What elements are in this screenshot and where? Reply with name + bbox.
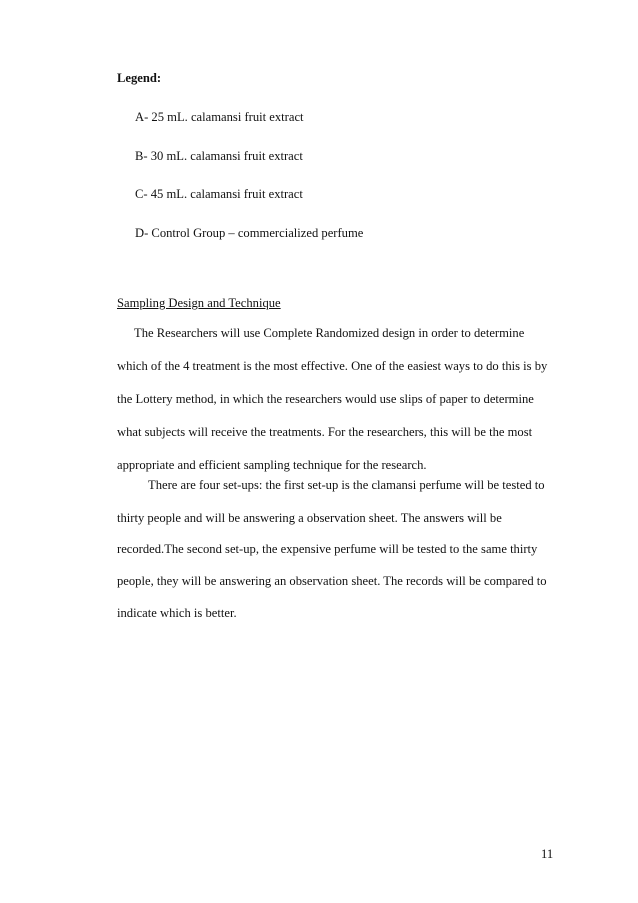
page-number: 11	[541, 847, 554, 861]
section-heading: Sampling Design and Technique	[117, 296, 281, 310]
paragraph-line: recorded.The second set-up, the expensive perfume will be tested to the same thirty	[117, 542, 538, 556]
paragraph-line: people, they will be answering an observation sheet. The records will be compared to	[117, 574, 547, 588]
paragraph-line: which of the 4 treatment is the most effective. One of the easiest ways to do this is by	[117, 359, 548, 373]
legend-item-d: D- Control Group – commercialized perfume	[135, 226, 364, 240]
paragraph-line: what subjects will receive the treatments. For the researchers, this will be the most	[117, 425, 533, 439]
paragraph-line: indicate which is better.	[117, 606, 237, 620]
legend-item-b: B- 30 mL. calamansi fruit extract	[135, 149, 303, 163]
legend-title: Legend:	[117, 71, 162, 85]
paragraph-line: The Researchers will use Complete Randomized design in order to determine	[134, 326, 525, 340]
paragraph-line: thirty people and will be answering a observation sheet. The answers will be	[117, 511, 502, 525]
paragraph-line: appropriate and efficient sampling technique for the research.	[117, 458, 427, 472]
paragraph-line: There are four set-ups: the first set-up is the clamansi perfume will be tested to	[148, 478, 545, 492]
legend-item-c: C- 45 mL. calamansi fruit extract	[135, 187, 303, 201]
paragraph-line: the Lottery method, in which the researchers would use slips of paper to determine	[117, 392, 534, 406]
legend-item-a: A- 25 mL. calamansi fruit extract	[135, 110, 304, 124]
